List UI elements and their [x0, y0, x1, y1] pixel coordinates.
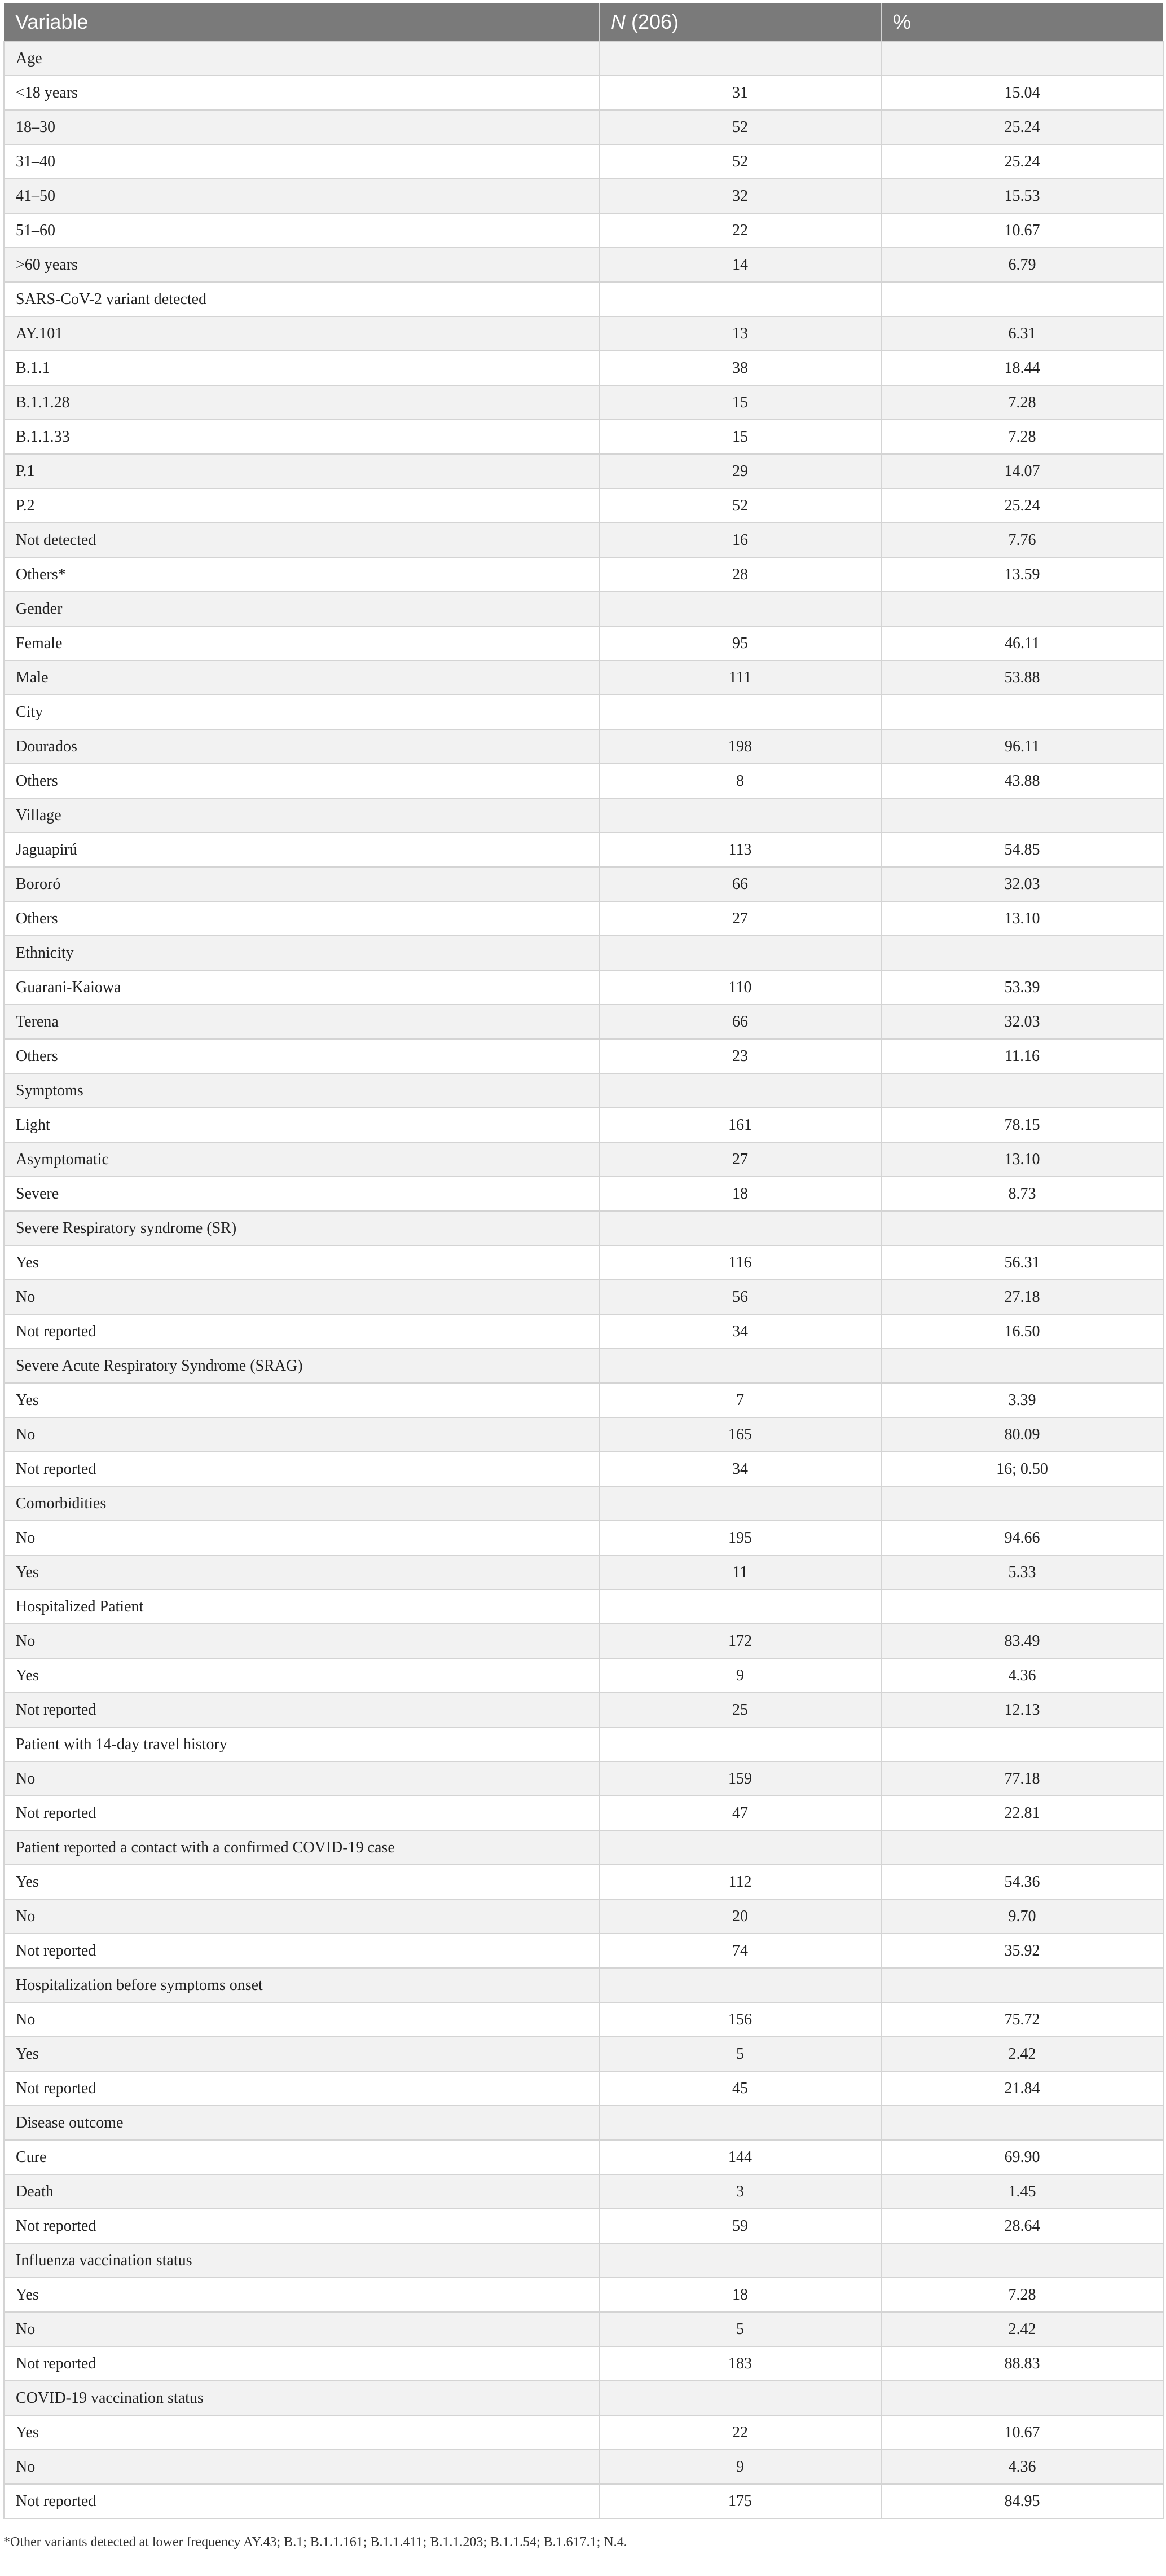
table-row: [4, 1693, 1163, 1727]
row-n-value: 9: [599, 2450, 881, 2484]
row-percent-value: 10.67: [881, 2415, 1163, 2450]
table-row: [4, 1762, 1163, 1796]
row-label: Patient with 14-day travel history: [4, 1727, 599, 1762]
row-label: Death: [4, 2174, 599, 2209]
row-label: Yes: [4, 1555, 599, 1589]
row-label: Disease outcome: [4, 2106, 599, 2140]
row-n-value: 22: [599, 2415, 881, 2450]
row-label: No: [4, 1762, 599, 1796]
row-n-value: [599, 592, 881, 626]
row-label: Not reported: [4, 2071, 599, 2106]
row-percent-value: 18.44: [881, 351, 1163, 385]
table-row: [4, 248, 1163, 282]
row-n-value: 16: [599, 523, 881, 557]
table-row: [4, 1211, 1163, 1245]
row-n-value: 52: [599, 144, 881, 179]
row-label: Others: [4, 901, 599, 936]
row-percent-value: [881, 1589, 1163, 1624]
table-row: [4, 1452, 1163, 1486]
row-percent-value: 69.90: [881, 2140, 1163, 2174]
table-row: [4, 2106, 1163, 2140]
row-n-value: 47: [599, 1796, 881, 1830]
row-label: Not reported: [4, 2484, 599, 2518]
row-label: Bororó: [4, 867, 599, 901]
table-row: [4, 76, 1163, 110]
row-percent-value: 7.28: [881, 420, 1163, 454]
row-percent-value: 2.42: [881, 2037, 1163, 2071]
table-row: [4, 1865, 1163, 1899]
row-n-value: 195: [599, 1521, 881, 1555]
row-percent-value: [881, 1349, 1163, 1383]
table-row: [4, 488, 1163, 523]
row-n-value: 5: [599, 2312, 881, 2346]
row-percent-value: 5.33: [881, 1555, 1163, 1589]
row-n-value: 38: [599, 351, 881, 385]
table-row: [4, 695, 1163, 729]
row-percent-value: 83.49: [881, 1624, 1163, 1658]
row-label: Cure: [4, 2140, 599, 2174]
row-n-value: 29: [599, 454, 881, 488]
table-row: [4, 729, 1163, 764]
row-percent-value: 15.53: [881, 179, 1163, 213]
table-row: [4, 213, 1163, 248]
row-percent-value: 94.66: [881, 1521, 1163, 1555]
row-percent-value: 88.83: [881, 2346, 1163, 2381]
row-label: Village: [4, 798, 599, 833]
row-n-value: 66: [599, 1005, 881, 1039]
row-percent-value: 78.15: [881, 1108, 1163, 1142]
row-label: >60 years: [4, 248, 599, 282]
row-label: Yes: [4, 2278, 599, 2312]
row-label: Yes: [4, 1383, 599, 1417]
row-n-value: [599, 1349, 881, 1383]
row-n-value: 45: [599, 2071, 881, 2106]
header-n: [599, 3, 881, 41]
row-n-value: [599, 1589, 881, 1624]
table-row: [4, 592, 1163, 626]
row-label: AY.101: [4, 316, 599, 351]
row-n-value: 23: [599, 1039, 881, 1073]
row-label: Gender: [4, 592, 599, 626]
row-percent-value: 9.70: [881, 1899, 1163, 1934]
row-n-value: 5: [599, 2037, 881, 2071]
row-label: Not reported: [4, 1693, 599, 1727]
header-n-total: (206): [626, 10, 679, 33]
table-row: [4, 1555, 1163, 1589]
row-percent-value: 32.03: [881, 1005, 1163, 1039]
row-percent-value: 25.24: [881, 110, 1163, 144]
row-label: Terena: [4, 1005, 599, 1039]
row-percent-value: 15.04: [881, 76, 1163, 110]
row-label: P.1: [4, 454, 599, 488]
row-n-value: 144: [599, 2140, 881, 2174]
row-n-value: 198: [599, 729, 881, 764]
table-row: [4, 2381, 1163, 2415]
table-row: [4, 1177, 1163, 1211]
row-label: No: [4, 1521, 599, 1555]
row-percent-value: 25.24: [881, 488, 1163, 523]
row-percent-value: 3.39: [881, 1383, 1163, 1417]
row-n-value: 15: [599, 420, 881, 454]
row-percent-value: 16; 0.50: [881, 1452, 1163, 1486]
table-row: [4, 1039, 1163, 1073]
row-percent-value: [881, 282, 1163, 316]
row-label: B.1.1: [4, 351, 599, 385]
table-row: [4, 1245, 1163, 1280]
row-label: Not reported: [4, 1314, 599, 1349]
header-n-symbol: N: [611, 10, 626, 33]
table-row: [4, 1417, 1163, 1452]
row-label: B.1.1.33: [4, 420, 599, 454]
row-label: P.2: [4, 488, 599, 523]
row-percent-value: [881, 2243, 1163, 2278]
row-n-value: 34: [599, 1452, 881, 1486]
row-n-value: 183: [599, 2346, 881, 2381]
row-label: No: [4, 1417, 599, 1452]
row-percent-value: 16.50: [881, 1314, 1163, 1349]
row-percent-value: 14.07: [881, 454, 1163, 488]
table-footnote: *Other variants detected at lower frequency AY.43; B.1; B.1.1.161; B.1.1.411; B.1.1.203; B.1.1.54; B.1.617.1; N.4.: [3, 2535, 627, 2549]
row-label: B.1.1.28: [4, 385, 599, 420]
row-percent-value: 8.73: [881, 1177, 1163, 1211]
row-n-value: 32: [599, 179, 881, 213]
row-n-value: 66: [599, 867, 881, 901]
row-label: 31–40: [4, 144, 599, 179]
table-row: [4, 385, 1163, 420]
table-row: [4, 420, 1163, 454]
table-row: [4, 1796, 1163, 1830]
row-label: Yes: [4, 1658, 599, 1693]
row-n-value: [599, 282, 881, 316]
row-label: 51–60: [4, 213, 599, 248]
table-row: [4, 144, 1163, 179]
row-n-value: [599, 2106, 881, 2140]
row-label: Not reported: [4, 2209, 599, 2243]
row-n-value: [599, 41, 881, 76]
row-percent-value: 43.88: [881, 764, 1163, 798]
row-percent-value: 96.11: [881, 729, 1163, 764]
row-label: SARS-CoV-2 variant detected: [4, 282, 599, 316]
table-row: [4, 1005, 1163, 1039]
row-percent-value: [881, 1486, 1163, 1521]
header-row: [4, 3, 1163, 41]
table-row: [4, 764, 1163, 798]
row-label: Not detected: [4, 523, 599, 557]
row-n-value: 18: [599, 2278, 881, 2312]
table-row: [4, 1349, 1163, 1383]
row-label: Dourados: [4, 729, 599, 764]
table-row: [4, 970, 1163, 1005]
row-n-value: 7: [599, 1383, 881, 1417]
row-n-value: 110: [599, 970, 881, 1005]
row-percent-value: 7.28: [881, 385, 1163, 420]
table-header: [4, 3, 1163, 41]
table-row: [4, 2209, 1163, 2243]
row-label: No: [4, 2450, 599, 2484]
row-n-value: 111: [599, 660, 881, 695]
row-n-value: 52: [599, 110, 881, 144]
row-percent-value: 27.18: [881, 1280, 1163, 1314]
row-label: Age: [4, 41, 599, 76]
table-row: [4, 1968, 1163, 2002]
row-n-value: 95: [599, 626, 881, 660]
row-label: Comorbidities: [4, 1486, 599, 1521]
row-percent-value: 1.45: [881, 2174, 1163, 2209]
row-percent-value: [881, 592, 1163, 626]
row-label: Yes: [4, 2037, 599, 2071]
table-row: [4, 1830, 1163, 1865]
row-percent-value: 32.03: [881, 867, 1163, 901]
row-n-value: 14: [599, 248, 881, 282]
row-n-value: 9: [599, 1658, 881, 1693]
row-n-value: [599, 1073, 881, 1108]
table-row: [4, 660, 1163, 695]
row-percent-value: [881, 1211, 1163, 1245]
table-row: [4, 1142, 1163, 1177]
row-label: Not reported: [4, 1796, 599, 1830]
row-n-value: 175: [599, 2484, 881, 2518]
row-percent-value: 4.36: [881, 1658, 1163, 1693]
table-row: [4, 1589, 1163, 1624]
table-row: [4, 2174, 1163, 2209]
row-label: Severe Respiratory syndrome (SR): [4, 1211, 599, 1245]
table-row: [4, 557, 1163, 592]
table-row: [4, 1314, 1163, 1349]
row-n-value: [599, 695, 881, 729]
row-n-value: 3: [599, 2174, 881, 2209]
table-row: [4, 867, 1163, 901]
row-n-value: 25: [599, 1693, 881, 1727]
row-label: COVID-19 vaccination status: [4, 2381, 599, 2415]
row-label: Asymptomatic: [4, 1142, 599, 1177]
row-n-value: [599, 1727, 881, 1762]
table-row: [4, 41, 1163, 76]
row-label: Influenza vaccination status: [4, 2243, 599, 2278]
row-label: <18 years: [4, 76, 599, 110]
row-n-value: 15: [599, 385, 881, 420]
row-label: No: [4, 1624, 599, 1658]
table-row: [4, 626, 1163, 660]
row-percent-value: 12.13: [881, 1693, 1163, 1727]
row-label: Jaguapirú: [4, 833, 599, 867]
table-row: [4, 316, 1163, 351]
row-n-value: [599, 798, 881, 833]
row-n-value: 27: [599, 1142, 881, 1177]
row-n-value: 52: [599, 488, 881, 523]
row-n-value: [599, 2243, 881, 2278]
table-row: [4, 1108, 1163, 1142]
row-percent-value: 28.64: [881, 2209, 1163, 2243]
table-row: [4, 1073, 1163, 1108]
table-row: [4, 2037, 1163, 2071]
row-percent-value: 13.59: [881, 557, 1163, 592]
row-n-value: 74: [599, 1934, 881, 1968]
row-label: Others: [4, 764, 599, 798]
row-percent-value: 6.79: [881, 248, 1163, 282]
row-percent-value: [881, 1968, 1163, 2002]
row-n-value: 8: [599, 764, 881, 798]
row-label: Female: [4, 626, 599, 660]
row-n-value: 28: [599, 557, 881, 592]
row-label: Symptoms: [4, 1073, 599, 1108]
row-n-value: 156: [599, 2002, 881, 2037]
row-label: Severe: [4, 1177, 599, 1211]
row-percent-value: 53.88: [881, 660, 1163, 695]
row-percent-value: 75.72: [881, 2002, 1163, 2037]
table-row: [4, 798, 1163, 833]
row-label: Hospitalization before symptoms onset: [4, 1968, 599, 2002]
row-label: Not reported: [4, 2346, 599, 2381]
row-n-value: [599, 1211, 881, 1245]
row-n-value: 18: [599, 1177, 881, 1211]
row-percent-value: [881, 1727, 1163, 1762]
table-row: [4, 1280, 1163, 1314]
table-row: [4, 2484, 1163, 2518]
row-label: Light: [4, 1108, 599, 1142]
row-percent-value: [881, 798, 1163, 833]
row-percent-value: 53.39: [881, 970, 1163, 1005]
row-n-value: 20: [599, 1899, 881, 1934]
row-label: Yes: [4, 2415, 599, 2450]
table-row: [4, 1624, 1163, 1658]
row-n-value: 13: [599, 316, 881, 351]
row-n-value: 59: [599, 2209, 881, 2243]
row-label: No: [4, 2312, 599, 2346]
row-label: Yes: [4, 1245, 599, 1280]
row-label: No: [4, 1899, 599, 1934]
row-percent-value: [881, 695, 1163, 729]
row-n-value: [599, 936, 881, 970]
row-percent-value: 54.85: [881, 833, 1163, 867]
table-row: [4, 901, 1163, 936]
row-label: 18–30: [4, 110, 599, 144]
table-row: [4, 2346, 1163, 2381]
table-row: [4, 2278, 1163, 2312]
row-label: No: [4, 2002, 599, 2037]
row-percent-value: 13.10: [881, 901, 1163, 936]
row-n-value: 172: [599, 1624, 881, 1658]
table-row: [4, 1934, 1163, 1968]
row-percent-value: 54.36: [881, 1865, 1163, 1899]
data-table: [3, 3, 1164, 2519]
row-percent-value: [881, 2106, 1163, 2140]
table-row: [4, 1521, 1163, 1555]
table-row: [4, 454, 1163, 488]
row-label: Ethnicity: [4, 936, 599, 970]
row-label: Not reported: [4, 1452, 599, 1486]
row-n-value: 11: [599, 1555, 881, 1589]
row-n-value: [599, 1968, 881, 2002]
table-body: [4, 41, 1163, 2518]
row-percent-value: 11.16: [881, 1039, 1163, 1073]
row-n-value: 112: [599, 1865, 881, 1899]
row-percent-value: 35.92: [881, 1934, 1163, 1968]
row-n-value: [599, 1486, 881, 1521]
row-n-value: 113: [599, 833, 881, 867]
table-row: [4, 2312, 1163, 2346]
table-row: [4, 2071, 1163, 2106]
header-percent: %: [881, 3, 1163, 41]
row-label: City: [4, 695, 599, 729]
row-n-value: [599, 2381, 881, 2415]
row-percent-value: [881, 2381, 1163, 2415]
row-label: No: [4, 1280, 599, 1314]
row-label: Male: [4, 660, 599, 695]
table-row: [4, 110, 1163, 144]
row-label: Others: [4, 1039, 599, 1073]
row-label: Yes: [4, 1865, 599, 1899]
table-row: [4, 351, 1163, 385]
row-n-value: 116: [599, 1245, 881, 1280]
row-percent-value: 4.36: [881, 2450, 1163, 2484]
table-row: [4, 2140, 1163, 2174]
table-row: [4, 936, 1163, 970]
row-n-value: 161: [599, 1108, 881, 1142]
row-percent-value: 7.76: [881, 523, 1163, 557]
table-row: [4, 179, 1163, 213]
row-percent-value: 6.31: [881, 316, 1163, 351]
table-row: [4, 2450, 1163, 2484]
row-n-value: 165: [599, 1417, 881, 1452]
row-percent-value: 77.18: [881, 1762, 1163, 1796]
table-row: [4, 1658, 1163, 1693]
row-n-value: 34: [599, 1314, 881, 1349]
row-percent-value: 10.67: [881, 213, 1163, 248]
row-percent-value: [881, 936, 1163, 970]
row-percent-value: [881, 1073, 1163, 1108]
row-n-value: [599, 1830, 881, 1865]
row-label: 41–50: [4, 179, 599, 213]
table-row: [4, 1383, 1163, 1417]
row-label: Guarani-Kaiowa: [4, 970, 599, 1005]
row-label: Severe Acute Respiratory Syndrome (SRAG): [4, 1349, 599, 1383]
row-percent-value: 25.24: [881, 144, 1163, 179]
table-row: [4, 282, 1163, 316]
row-percent-value: [881, 41, 1163, 76]
row-label: Patient reported a contact with a confirmed COVID-19 case: [4, 1830, 599, 1865]
table-row: [4, 523, 1163, 557]
row-percent-value: 84.95: [881, 2484, 1163, 2518]
row-percent-value: 80.09: [881, 1417, 1163, 1452]
header-variable: Variable: [4, 3, 599, 41]
row-n-value: 159: [599, 1762, 881, 1796]
row-n-value: 27: [599, 901, 881, 936]
table-row: [4, 2243, 1163, 2278]
row-percent-value: 46.11: [881, 626, 1163, 660]
table-row: [4, 1727, 1163, 1762]
row-percent-value: 13.10: [881, 1142, 1163, 1177]
row-percent-value: 21.84: [881, 2071, 1163, 2106]
table-row: [4, 1899, 1163, 1934]
row-percent-value: 22.81: [881, 1796, 1163, 1830]
table-row: [4, 1486, 1163, 1521]
row-n-value: 56: [599, 1280, 881, 1314]
row-label: Not reported: [4, 1934, 599, 1968]
row-n-value: 22: [599, 213, 881, 248]
row-label: Others*: [4, 557, 599, 592]
row-n-value: 31: [599, 76, 881, 110]
row-percent-value: [881, 1830, 1163, 1865]
row-percent-value: 7.28: [881, 2278, 1163, 2312]
row-label: Hospitalized Patient: [4, 1589, 599, 1624]
row-percent-value: 56.31: [881, 1245, 1163, 1280]
table-row: [4, 833, 1163, 867]
table-row: [4, 2415, 1163, 2450]
row-percent-value: 2.42: [881, 2312, 1163, 2346]
table-row: [4, 2002, 1163, 2037]
